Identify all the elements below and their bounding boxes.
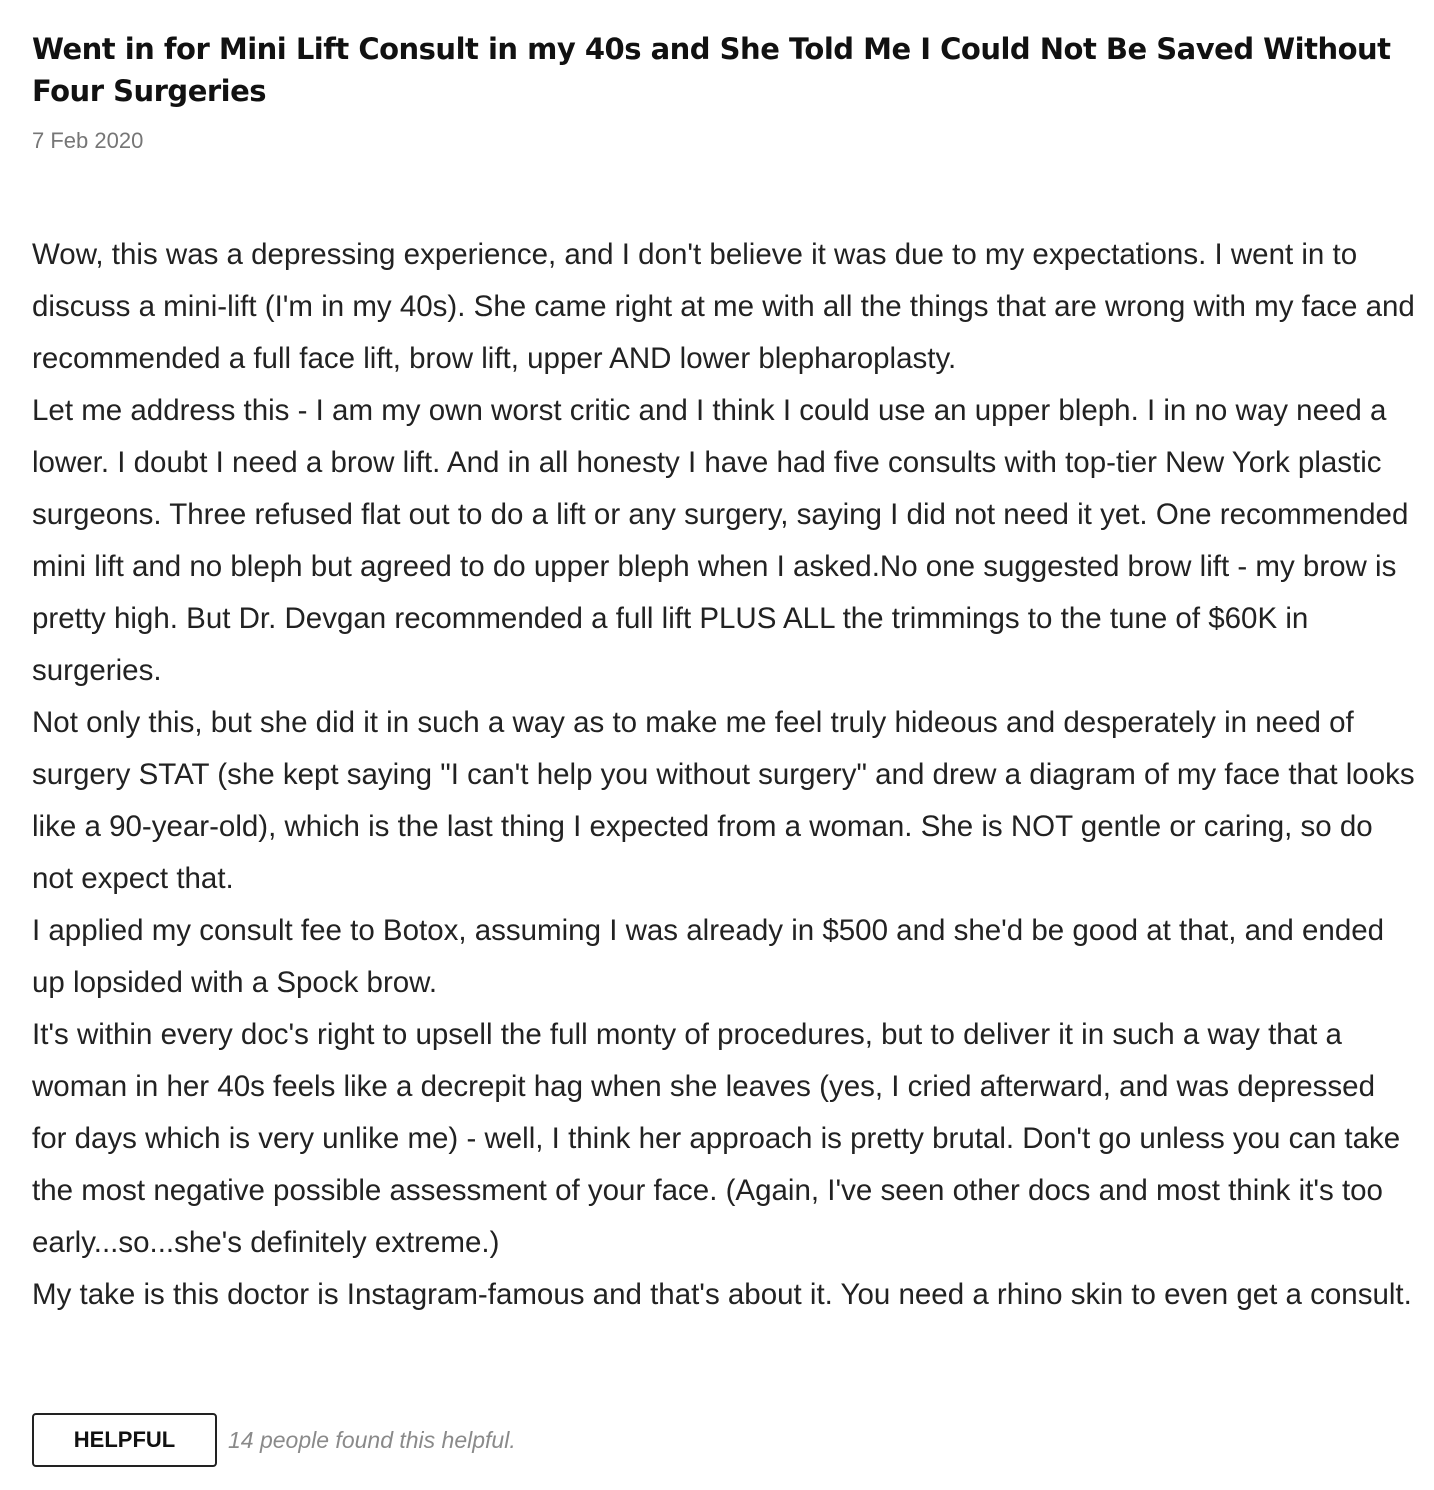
review-title: Went in for Mini Lift Consult in my 40s and She Told Me I Could Not Be Saved Without Four Surgeries <box>32 32 1391 108</box>
review-paragraph: My take is this doctor is Instagram-famous and that's about it. You need a rhino skin to even get a consult. <box>32 1278 1412 1311</box>
helpful-button[interactable]: HELPFUL <box>32 1413 217 1467</box>
review-paragraph: Wow, this was a depressing experience, and I don't believe it was due to my expectations. I went in to discuss a mini-lift (I'm in my 40s). She came right at me with all the things that are wrong with my face and recommended a full face lift, brow lift, upper AND lower blepharoplasty. <box>32 238 1415 375</box>
helpful-count: 14 people found this helpful. <box>228 1426 516 1453</box>
review-date: 7 Feb 2020 <box>32 128 144 153</box>
review-paragraph: It's within every doc's right to upsell the full monty of procedures, but to deliver it in such a way that a woman in her 40s feels like a decrepit hag when she leaves (yes, I cried afterward, and was depressed for days which is very unlike me) - well, I think her approach is pretty brutal. Don't go unless you can take the most negative possible assessment of your face. (Again, I've seen other docs and most think it's too early...so...she's definitely extreme.) <box>32 1018 1401 1259</box>
review-paragraph: I applied my consult fee to Botox, assuming I was already in $500 and she'd be good at that, and ended up lopsided with a Spock brow. <box>32 914 1385 999</box>
review-paragraph: Not only this, but she did it in such a way as to make me feel truly hideous and desperately in need of surgery STAT (she kept saying "I can't help you without surgery" and drew a diagram of my face that looks like a 90-year-old), which is the last thing I expected from a woman. She is NOT gentle or caring, so do not expect that. <box>32 706 1415 895</box>
review-footer <box>32 1413 516 1467</box>
review-body <box>32 229 1417 1321</box>
review-paragraph: Let me address this - I am my own worst critic and I think I could use an upper bleph. I in no way need a lower. I doubt I need a brow lift. And in all honesty I have had five consults with top-tier New York plastic surgeons. Three refused flat out to do a lift or any surgery, saying I did not need it yet. One recommended mini lift and no bleph but agreed to do upper bleph when I asked.No one suggested brow lift - my brow is pretty high. But Dr. Devgan recommended a full lift PLUS ALL the trimmings to the tune of $60K in surgeries. <box>32 394 1409 687</box>
